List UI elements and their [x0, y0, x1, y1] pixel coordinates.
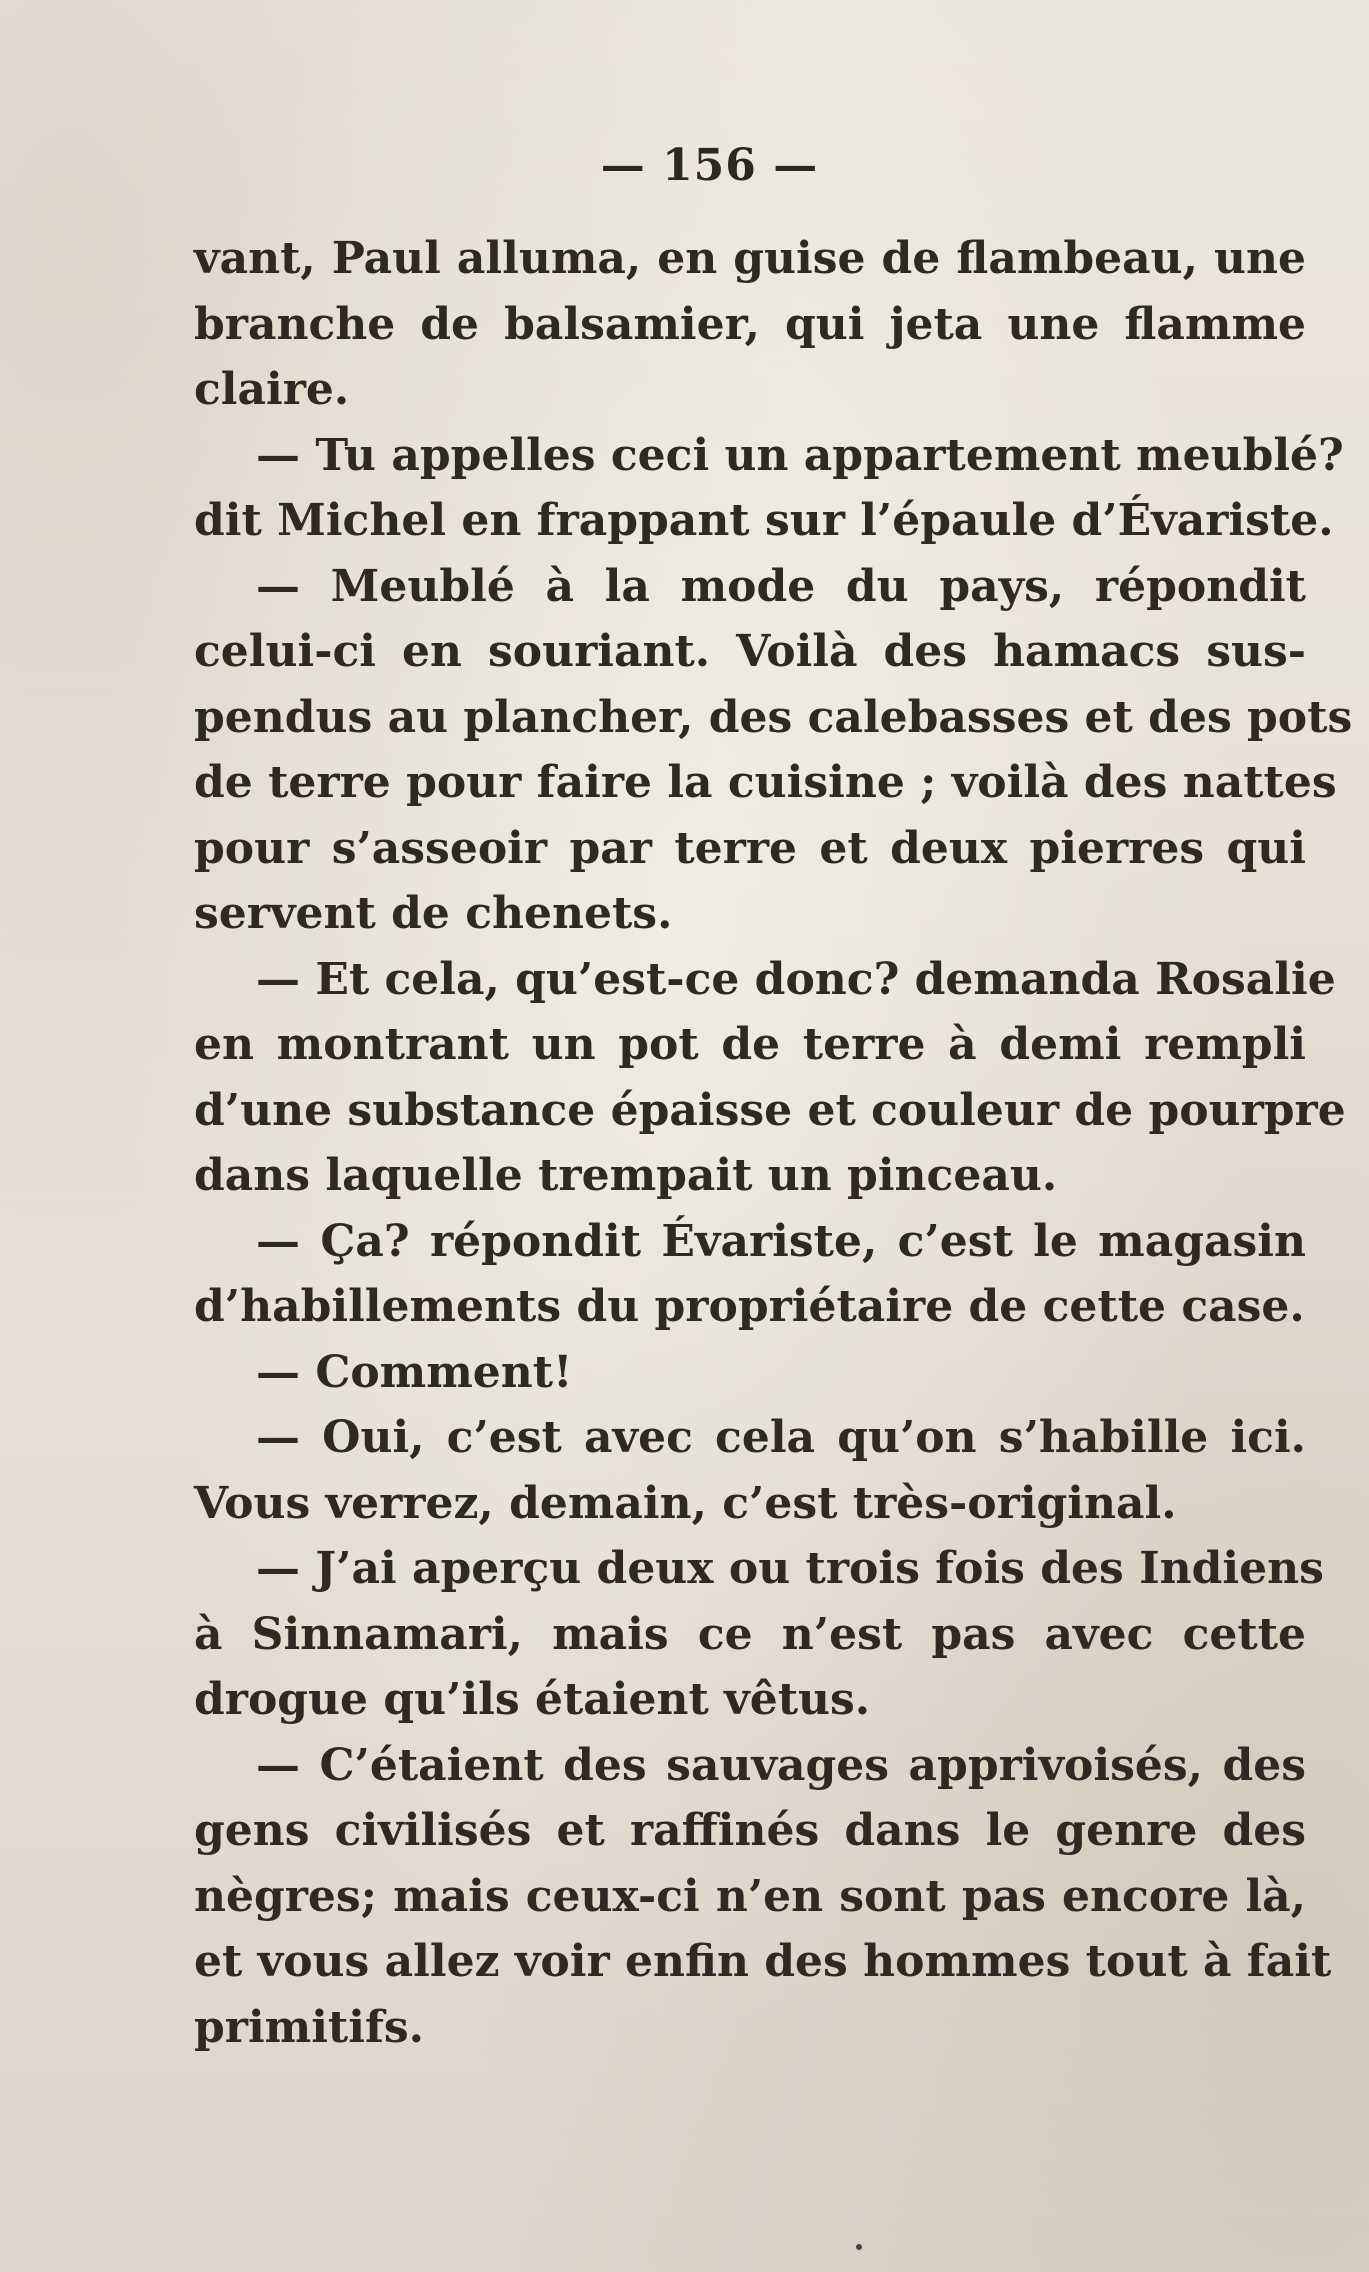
text-line: — Ça? répondit Évariste, c’est le magasin — [256, 1215, 1306, 1267]
ink-speck — [856, 2244, 862, 2250]
text-line: dit Michel en frappant sur l’épaule d’Évariste. — [194, 495, 1334, 546]
text-line: — Oui, c’est avec cela qu’on s’habille ici. — [256, 1412, 1306, 1463]
text-line: celui-ci en souriant. Voilà des hamacs sus- — [194, 626, 1306, 677]
text-line: — Comment! — [256, 1346, 573, 1398]
text-line: — Et cela, qu’est-ce donc? demanda Rosalie — [256, 953, 1336, 1005]
body-text — [194, 226, 1353, 2060]
text-line: — Tu appelles ceci un appartement meublé? — [256, 429, 1344, 481]
text-line: — C’étaient des sauvages apprivoisés, des — [256, 1739, 1306, 1791]
text-line: à Sinnamari, mais ce n’est pas avec cette — [194, 1608, 1306, 1660]
text-line: nègres; mais ceux-ci n’en sont pas encore là, — [194, 1870, 1306, 1922]
text-line: — Meublé à la mode du pays, répondit — [256, 560, 1306, 612]
text-line: pour s’asseoir par terre et deux pierres qui — [194, 822, 1306, 874]
text-line: claire. — [194, 364, 350, 415]
text-line: primitifs. — [194, 2001, 424, 2053]
text-line: gens civilisés et raffinés dans le genre des — [194, 1805, 1306, 1856]
text-line: — J’ai aperçu deux ou trois fois des Indiens — [256, 1543, 1324, 1594]
text-line: pendus au plancher, des calebasses et des pots — [194, 691, 1353, 743]
text-line: branche de balsamier, qui jeta une flamme — [194, 298, 1306, 350]
text-line: Vous verrez, demain, c’est très-original. — [194, 1477, 1177, 1529]
text-line: drogue qu’ils étaient vêtus. — [194, 1674, 871, 1725]
page-number: — 156 — — [600, 140, 819, 191]
text-line: dans laquelle trempait un pinceau. — [194, 1150, 1058, 1201]
text-line: et vous allez voir enfin des hommes tout à fait — [194, 1936, 1332, 1987]
text-line: vant, Paul alluma, en guise de flambeau, une — [194, 233, 1306, 284]
text-line: d’une substance épaisse et couleur de pourpre — [194, 1084, 1346, 1136]
text-line: servent de chenets. — [194, 888, 673, 939]
text-line: de terre pour faire la cuisine ; voilà des nattes — [194, 757, 1337, 808]
text-line: d’habillements du propriétaire de cette case. — [194, 1281, 1305, 1332]
text-line: en montrant un pot de terre à demi rempli — [194, 1019, 1306, 1070]
